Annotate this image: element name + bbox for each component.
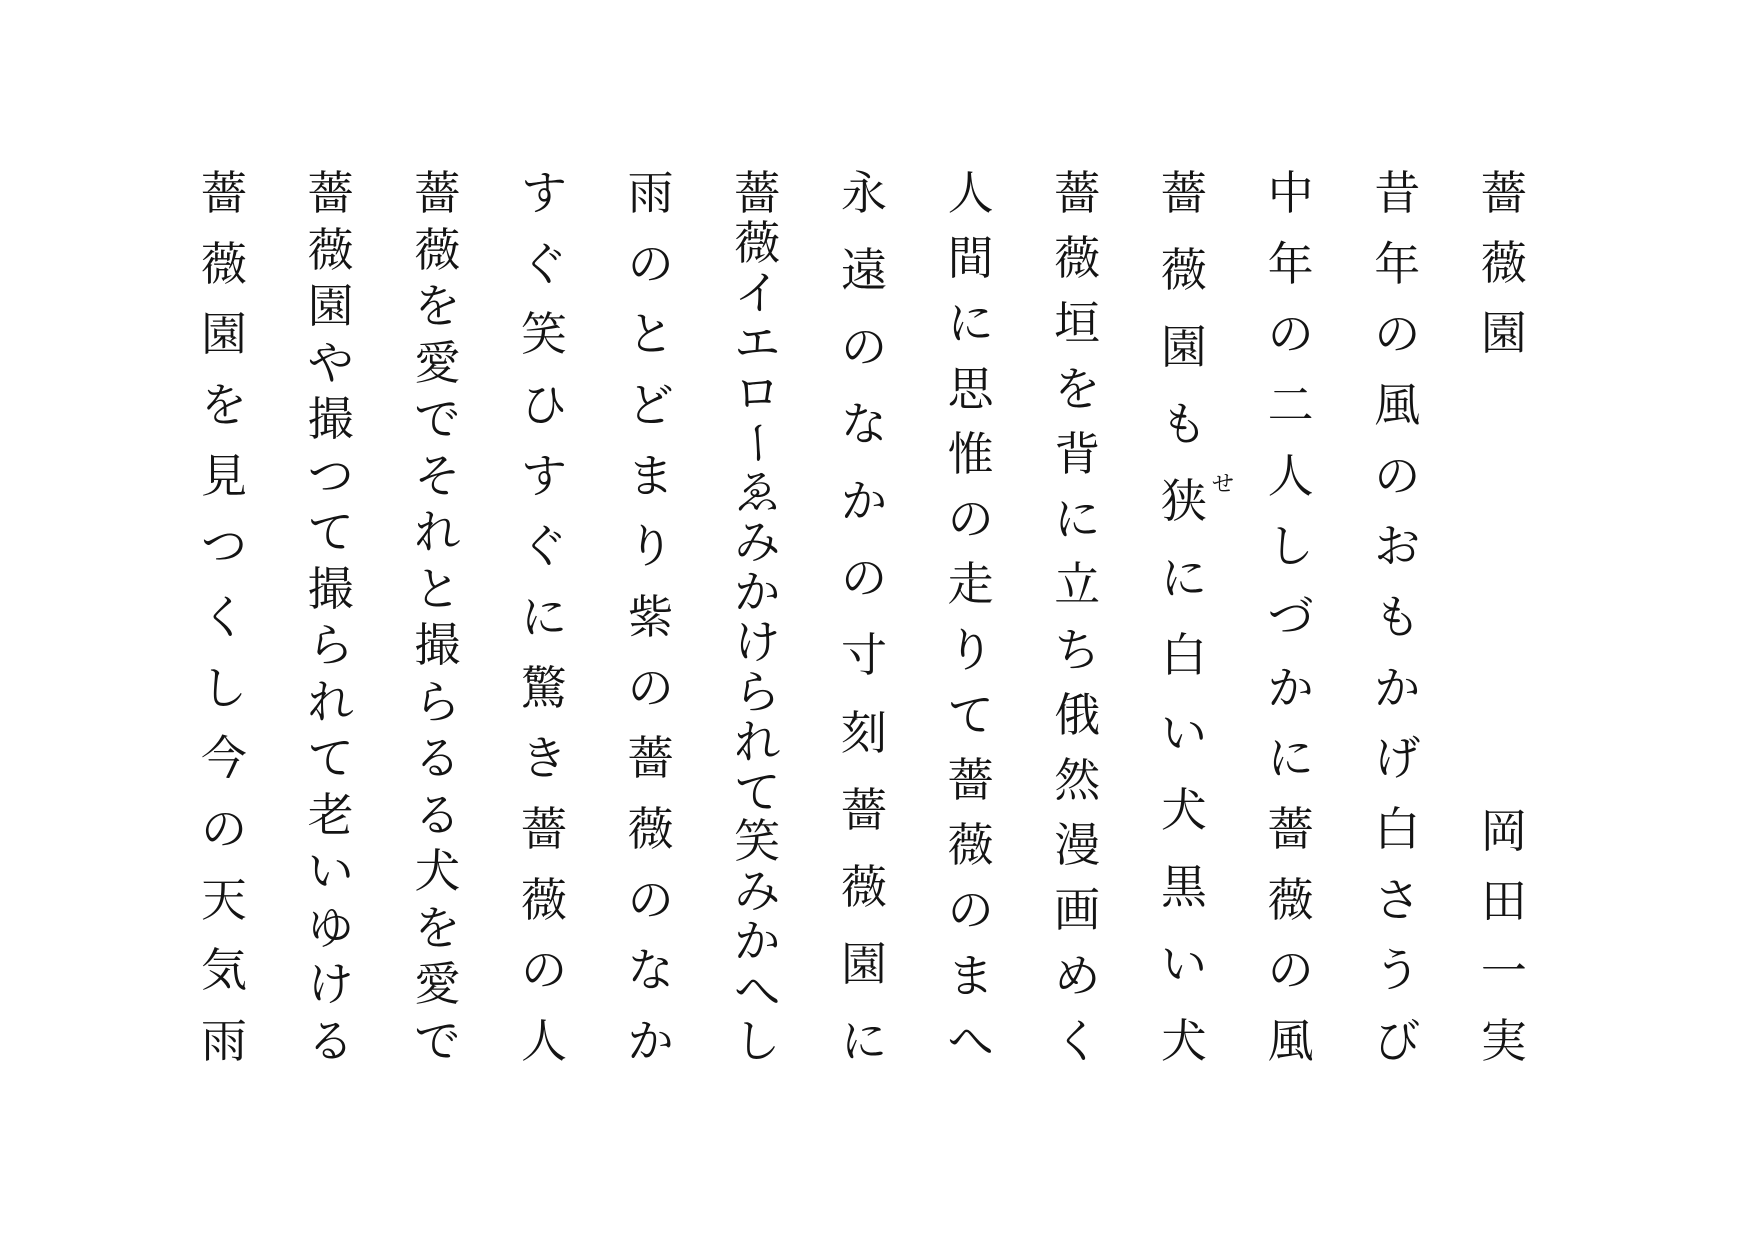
char: を	[414, 902, 461, 954]
char: て	[307, 733, 354, 785]
char: ぐ	[520, 238, 567, 290]
char: ま	[627, 450, 674, 502]
char: の	[1374, 309, 1421, 361]
char: 白	[1160, 630, 1207, 682]
char: エ	[734, 317, 781, 369]
char: や	[307, 337, 354, 389]
char: 実	[1480, 1016, 1527, 1067]
char: 薇	[307, 224, 354, 276]
poem-column-8	[627, 170, 675, 1066]
poem-column-4	[1053, 170, 1101, 1066]
char: す	[520, 168, 567, 219]
title-author-column	[1480, 170, 1528, 1066]
char: 愛	[414, 337, 461, 389]
char: 薔	[840, 784, 887, 836]
char: し	[734, 1015, 781, 1067]
char: 薔	[201, 168, 247, 219]
char: 刻	[840, 707, 887, 759]
char: な	[627, 945, 674, 997]
char: 遠	[840, 245, 887, 297]
char: 薇	[627, 803, 674, 855]
char: の	[1267, 309, 1314, 361]
char: 薔	[947, 754, 994, 806]
poem-column-11	[307, 170, 355, 1066]
char: 然	[1054, 754, 1101, 806]
char: 薔	[1054, 168, 1101, 219]
char: 画	[1054, 885, 1101, 937]
char: イ	[734, 267, 781, 319]
char: 薇	[201, 238, 247, 290]
char: 背	[1054, 428, 1101, 480]
char: ま	[947, 950, 994, 1002]
char: 薇	[947, 820, 994, 872]
char: 気	[201, 945, 247, 997]
char: を	[201, 379, 247, 431]
char: 犬	[1160, 1015, 1207, 1067]
char: く	[201, 591, 247, 643]
char: も	[1374, 591, 1421, 643]
char: 俄	[1054, 689, 1101, 741]
char: 人	[1267, 450, 1314, 502]
char: ぐ	[520, 521, 567, 573]
char: か	[734, 916, 781, 968]
char: け	[734, 616, 781, 668]
char: 薇	[734, 217, 781, 269]
char: ひ	[520, 379, 567, 431]
char: 薇	[840, 861, 887, 913]
char: つ	[307, 450, 354, 502]
char: ゆ	[307, 902, 354, 954]
char: 一	[1480, 946, 1527, 997]
char: で	[414, 394, 461, 446]
char: い	[1160, 938, 1207, 990]
char: 園	[1480, 308, 1527, 359]
char: に	[947, 298, 994, 350]
char: け	[307, 959, 354, 1011]
char: 園	[840, 938, 887, 990]
char: の	[1374, 450, 1421, 502]
poem-column-12	[200, 170, 248, 1066]
char: て	[947, 689, 994, 741]
char: ち	[1054, 624, 1101, 676]
char: ゑ	[734, 467, 781, 519]
char: 風	[1267, 1015, 1314, 1067]
char: 永	[840, 168, 887, 219]
vertical-text-block	[200, 170, 1528, 1066]
char: に	[1160, 553, 1207, 605]
char: か	[734, 567, 781, 618]
char: れ	[307, 676, 354, 728]
char: か	[627, 1015, 674, 1067]
char: す	[520, 450, 567, 502]
char: を	[414, 281, 461, 333]
char: ー	[732, 420, 784, 467]
char: に	[1267, 733, 1314, 785]
char: 雨	[201, 1015, 247, 1067]
char: る	[414, 789, 461, 841]
char: 薔	[627, 733, 674, 785]
poem-title	[1480, 170, 1528, 358]
char: さ	[1374, 874, 1421, 926]
char: て	[307, 507, 354, 559]
char: 薇	[1480, 238, 1527, 289]
char: 薔	[414, 168, 461, 219]
char: 黒	[1160, 861, 1207, 913]
char: の	[840, 553, 887, 605]
char: な	[840, 399, 887, 451]
char: か	[1374, 662, 1421, 714]
char: か	[840, 476, 887, 528]
char: 惟	[947, 428, 994, 480]
char: 間	[947, 233, 994, 285]
char: れ	[734, 716, 781, 768]
char: 思	[947, 363, 994, 415]
char: か	[1267, 662, 1314, 714]
char: 走	[947, 559, 994, 611]
char: り	[627, 521, 674, 573]
poem-column-3	[1160, 168, 1234, 1067]
furigana: せ	[1211, 471, 1234, 497]
char: み	[734, 517, 781, 569]
char: の	[947, 885, 994, 937]
char: ら	[734, 666, 781, 718]
char: の	[520, 945, 567, 997]
char: し	[1267, 521, 1314, 573]
char: と	[627, 309, 674, 361]
char: 年	[1374, 238, 1421, 290]
char: の	[947, 494, 994, 546]
char: み	[734, 866, 781, 918]
char: 薇	[414, 224, 461, 276]
author-name	[1480, 808, 1528, 1066]
char: く	[1054, 1015, 1101, 1067]
char: 薔	[307, 168, 354, 219]
char: ら	[307, 620, 354, 672]
char: 笑	[520, 309, 567, 361]
char: 年	[1267, 238, 1314, 290]
char: 薇	[1054, 233, 1101, 285]
char: い	[1160, 707, 1207, 759]
char: 寸	[840, 630, 887, 682]
char: 天	[201, 874, 247, 926]
char: へ	[734, 966, 781, 1017]
char: り	[947, 624, 994, 676]
char: 薔	[1480, 168, 1527, 219]
char: 薔	[1160, 168, 1207, 219]
char: に	[520, 591, 567, 643]
poem-column-1	[1373, 170, 1421, 1066]
char: づ	[1267, 591, 1314, 643]
char: 撮	[307, 563, 354, 615]
char: ら	[414, 676, 461, 728]
char: 薇	[1160, 245, 1207, 297]
char: 愛	[414, 959, 461, 1011]
char: の	[201, 803, 247, 855]
char: 田	[1480, 876, 1527, 927]
char: 中	[1267, 168, 1314, 219]
char: 園	[1160, 322, 1207, 374]
char: の	[627, 874, 674, 926]
char: し	[201, 662, 247, 714]
char: で	[414, 1015, 461, 1067]
char: の	[840, 322, 887, 374]
poem-column-6	[840, 170, 888, 1066]
char: の	[1267, 945, 1314, 997]
char: も	[1160, 399, 1207, 451]
char: め	[1054, 950, 1101, 1002]
char: 漫	[1054, 820, 1101, 872]
char: 人	[520, 1015, 567, 1067]
char: び	[1374, 1015, 1421, 1067]
char: 犬	[414, 846, 461, 898]
char: 薔	[734, 168, 781, 219]
char: 驚	[520, 662, 567, 714]
char: て	[734, 766, 781, 818]
poem-column-5	[947, 170, 995, 1066]
char: お	[1374, 521, 1421, 573]
char: 狭 せ	[1160, 471, 1234, 528]
char: つ	[201, 521, 247, 573]
poem-column-7	[732, 168, 784, 1067]
char: 薔	[520, 803, 567, 855]
char: れ	[414, 507, 461, 559]
char: う	[1374, 945, 1421, 997]
char: 園	[201, 309, 247, 361]
char: い	[307, 846, 354, 898]
char: の	[627, 238, 674, 290]
char: 笑	[734, 816, 781, 868]
char: を	[1054, 363, 1101, 415]
char: 薇	[1267, 874, 1314, 926]
char: 風	[1374, 379, 1421, 431]
char: 園	[307, 281, 354, 333]
char: に	[840, 1015, 887, 1067]
char: と	[414, 563, 461, 615]
char: 雨	[627, 168, 674, 219]
char: 薇	[520, 874, 567, 926]
char: 見	[201, 450, 247, 502]
char: 人	[947, 168, 994, 219]
char: ど	[627, 379, 674, 431]
char: 薔	[1267, 803, 1314, 855]
poem-column-9	[520, 170, 568, 1066]
char: 紫	[627, 591, 674, 643]
char: る	[414, 733, 461, 785]
char: に	[1054, 494, 1101, 546]
char: 老	[307, 789, 354, 841]
char: 白	[1374, 803, 1421, 855]
char: る	[307, 1015, 354, 1067]
char: 撮	[307, 394, 354, 446]
char: 岡	[1480, 806, 1527, 857]
char: そ	[414, 450, 461, 502]
poem-column-10	[413, 170, 461, 1066]
char: へ	[947, 1015, 994, 1067]
poem-column-2	[1267, 170, 1315, 1066]
char: 昔	[1374, 168, 1421, 219]
char: 二	[1267, 379, 1314, 431]
char: 立	[1054, 559, 1101, 611]
char: 今	[201, 733, 247, 785]
char: 犬	[1160, 784, 1207, 836]
char: ロ	[734, 367, 781, 419]
char: の	[627, 662, 674, 714]
char: 垣	[1054, 298, 1101, 350]
char: げ	[1374, 733, 1421, 785]
char: 撮	[414, 620, 461, 672]
char: き	[520, 733, 567, 785]
